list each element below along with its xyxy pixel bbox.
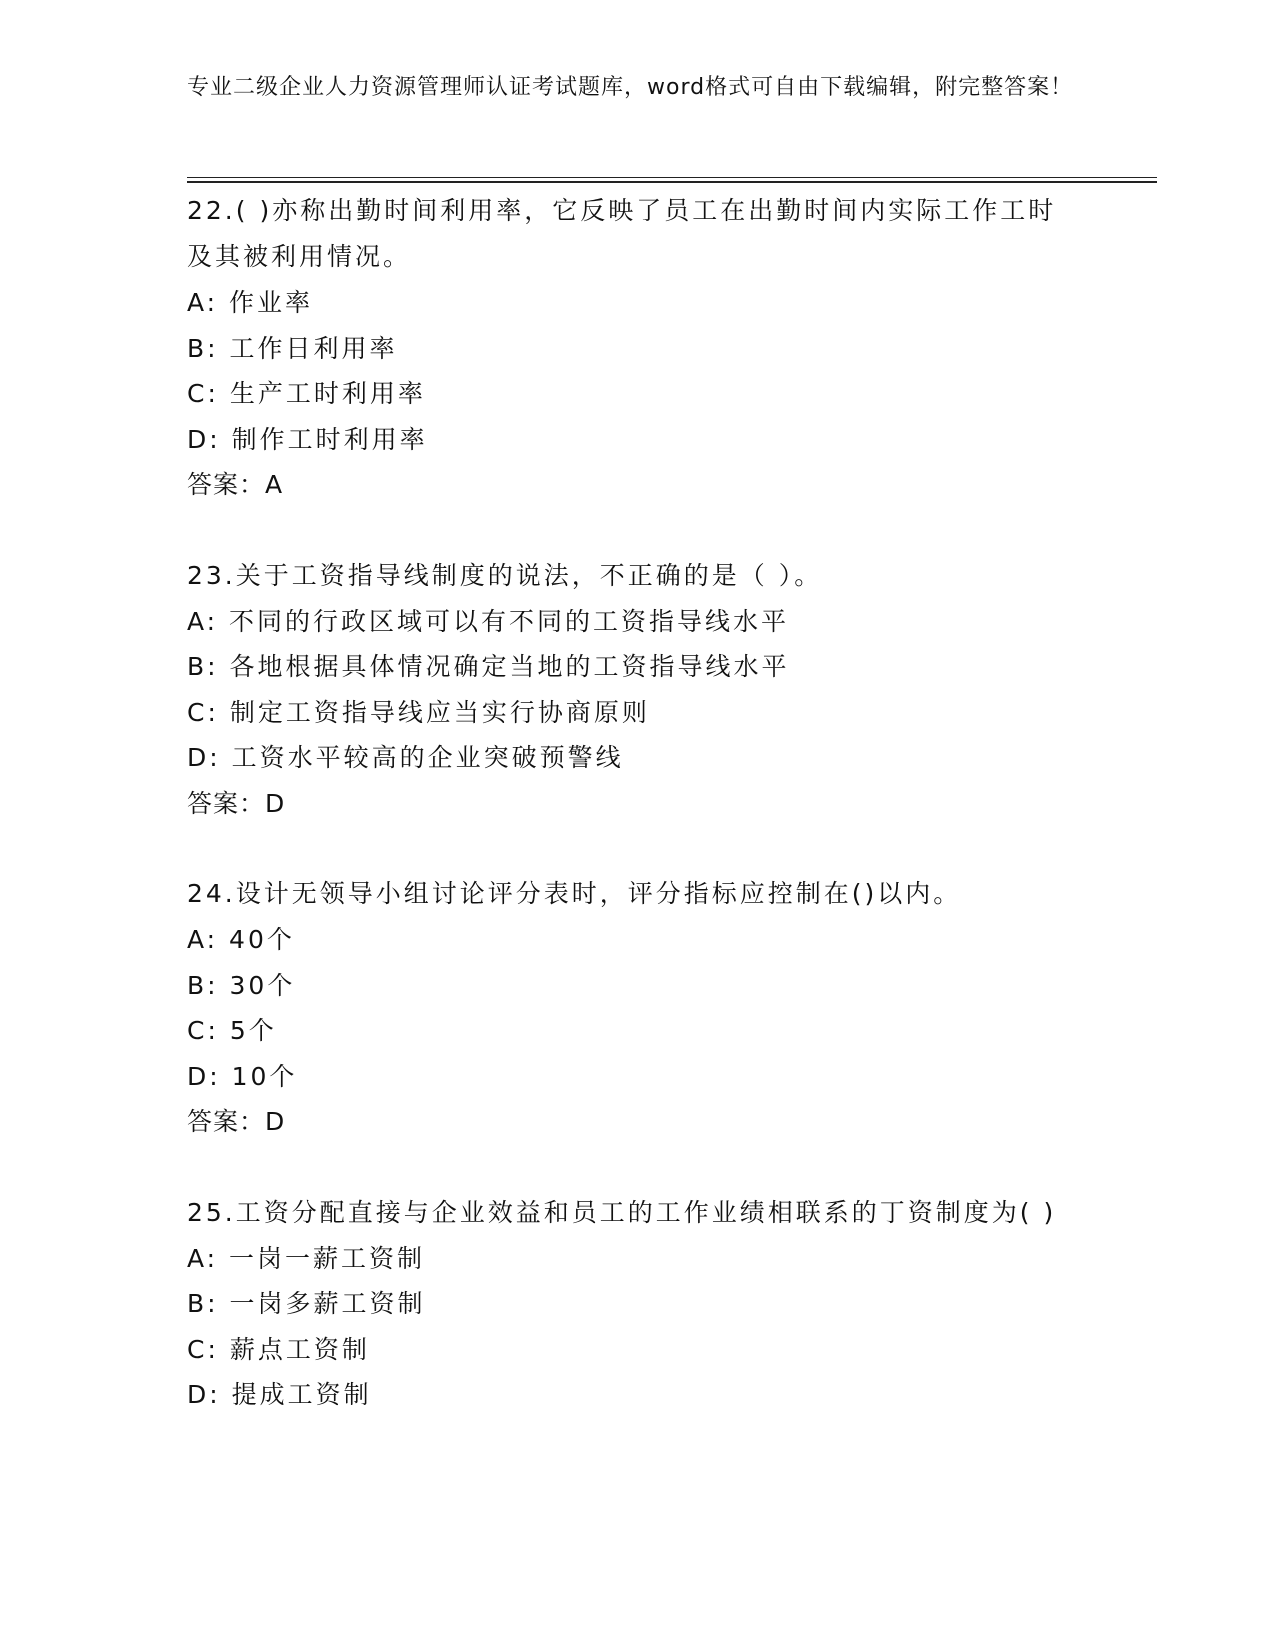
option-b: B: 30个	[187, 970, 296, 1000]
option-d: D: 制作工时利用率	[187, 424, 428, 454]
question-25	[187, 1190, 1077, 1418]
option-c: C: 薪点工资制	[187, 1334, 370, 1364]
question-24	[187, 871, 1077, 1145]
page-header: 专业二级企业人力资源管理师认证考试题库，word格式可自由下载编辑，附完整答案！	[187, 75, 1074, 100]
option-c: C: 生产工时利用率	[187, 379, 426, 408]
option-b: B: 一岗多薪工资制	[187, 1289, 426, 1318]
answer: 答案：D	[187, 1107, 286, 1136]
option-a: A: 作业率	[187, 288, 314, 317]
option-d: D: 10个	[187, 1061, 298, 1091]
option-d: D: 提成工资制	[187, 1380, 372, 1409]
header-divider-thin	[187, 177, 1157, 178]
option-c: C: 制定工资指导线应当实行协商原则	[187, 697, 650, 727]
question-stem: 24.设计无领导小组讨论评分表时，评分指标应控制在()以内。	[187, 879, 962, 908]
option-d: D: 工资水平较高的企业突破预警线	[187, 743, 624, 772]
option-a: A: 一岗一薪工资制	[187, 1243, 426, 1273]
option-c: C: 5个	[187, 1016, 277, 1045]
question-22	[187, 188, 1077, 508]
question-stem: 23.关于工资指导线制度的说法，不正确的是（ ）。	[187, 560, 823, 590]
option-a: A: 40个	[187, 925, 295, 954]
option-b: B: 各地根据具体情况确定当地的工资指导线水平	[187, 652, 790, 681]
answer: 答案：A	[187, 470, 284, 499]
question-list	[187, 188, 1077, 1463]
option-b: B: 工作日利用率	[187, 333, 398, 363]
option-a: A: 不同的行政区域可以有不同的工资指导线水平	[187, 606, 790, 636]
question-stem: 22.( )亦称出勤时间利用率，它反映了员工在出勤时间内实际工作工时及其被利用情况。	[187, 196, 1057, 271]
answer: 答案：D	[187, 788, 286, 818]
question-23	[187, 553, 1077, 827]
question-stem: 25.工资分配直接与企业效益和员工的工作业绩相联系的丁资制度为( )	[187, 1197, 1057, 1227]
header-divider-thick	[187, 181, 1157, 183]
